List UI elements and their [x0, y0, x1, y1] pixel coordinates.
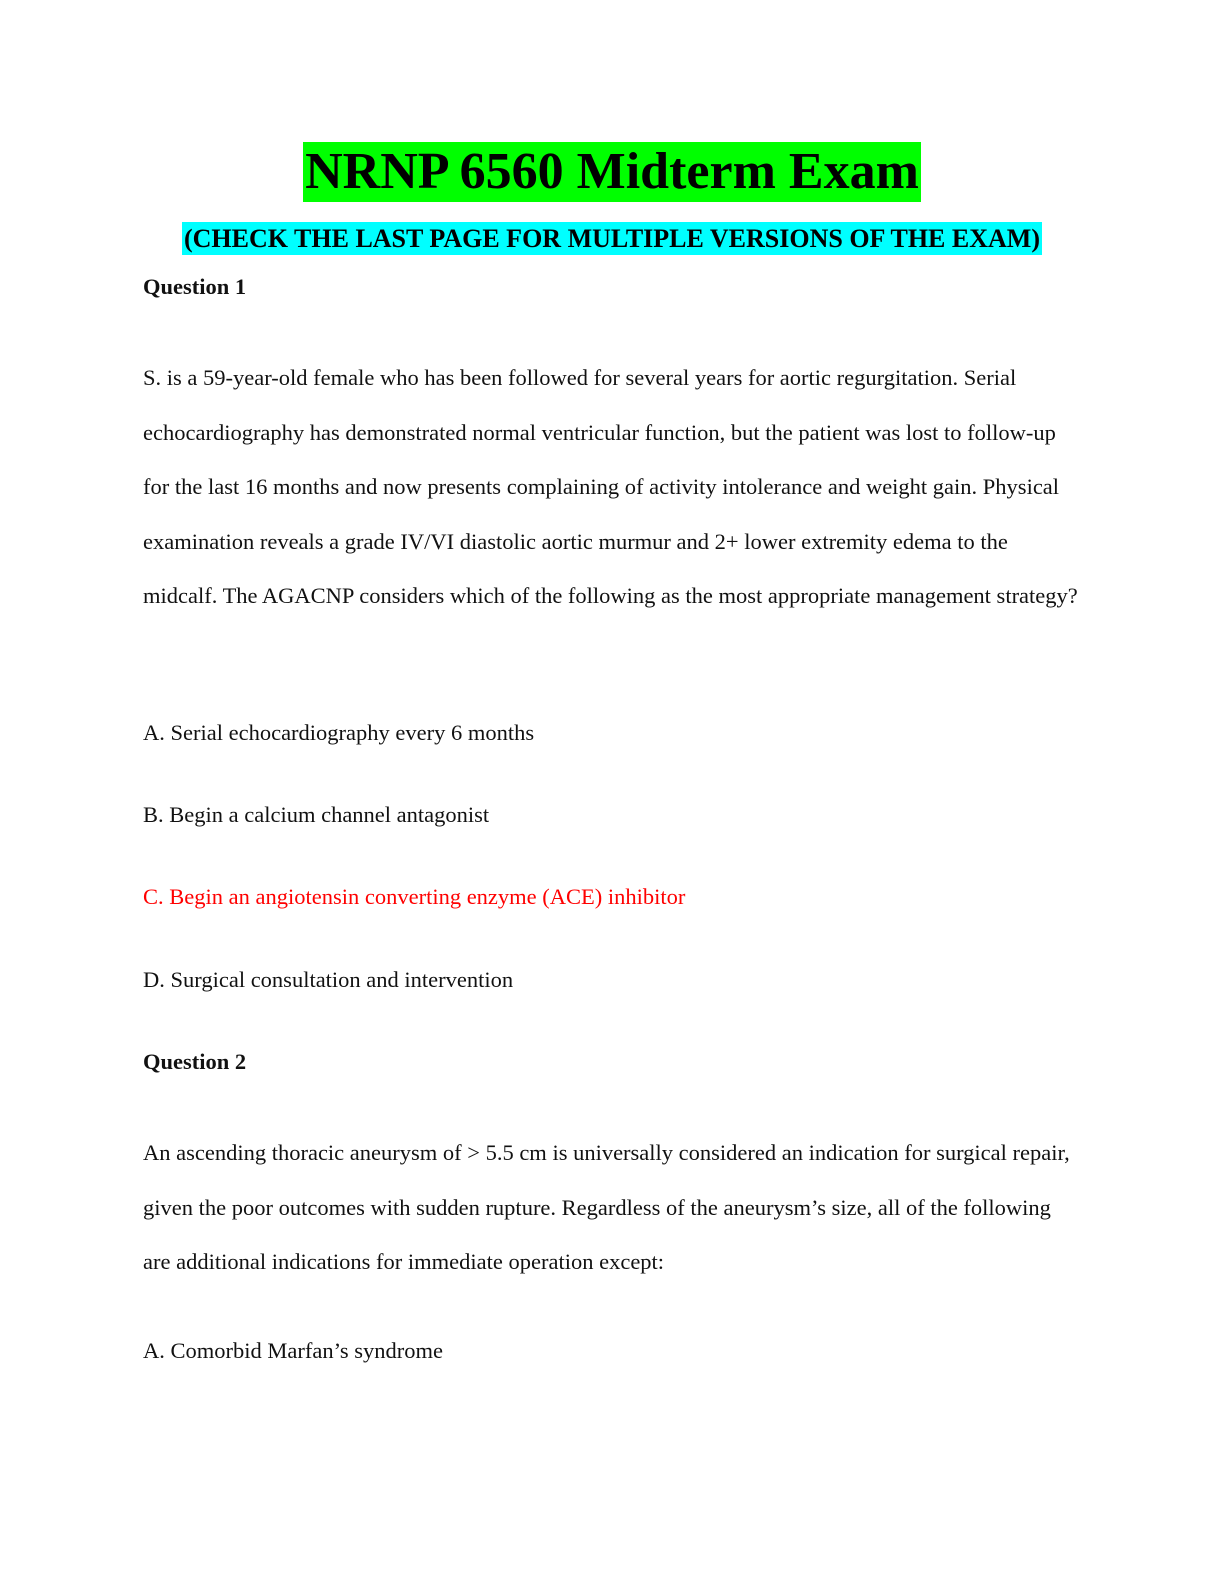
question-2-heading: Question 2	[143, 1049, 247, 1074]
question-1-option-d: D. Surgical consultation and intervention	[143, 967, 514, 992]
question-2-stem: An ascending thoracic aneurysm of > 5.5 cm is universally considered an indication for surgical repair, given the poor outcomes with sudden rupture. Regardless of the aneurysm’s size, all of the following are additional indications for immediate operation except:	[143, 1140, 1070, 1275]
question-1-heading: Question 1	[143, 274, 247, 299]
question-1-option-c-correct: C. Begin an angiotensin converting enzyme (ACE) inhibitor	[143, 884, 686, 909]
title-container	[0, 142, 1224, 202]
question-1-option-b: B. Begin a calcium channel antagonist	[143, 802, 490, 827]
subtitle-container	[0, 222, 1224, 255]
question-2-option-a: A. Comorbid Marfan’s syndrome	[143, 1338, 443, 1363]
question-1-option-a: A. Serial echocardiography every 6 months	[143, 720, 535, 745]
page-subtitle: (CHECK THE LAST PAGE FOR MULTIPLE VERSIONS OF THE EXAM)	[184, 224, 1040, 253]
question-1-stem: S. is a 59-year-old female who has been followed for several years for aortic regurgitation. Serial echocardiography has demonstrated normal ventricular function, but the patient was lost to follow-up for the last 16 months and now presents complaining of activity intolerance and weight gain. Physical examination reveals a grade IV/VI diastolic aortic murmur and 2+ lower extremity edema to the midcalf. The AGACNP considers which of the following as the most appropriate management strategy?	[143, 365, 1078, 609]
page-title: NRNP 6560 Midterm Exam	[305, 143, 919, 200]
